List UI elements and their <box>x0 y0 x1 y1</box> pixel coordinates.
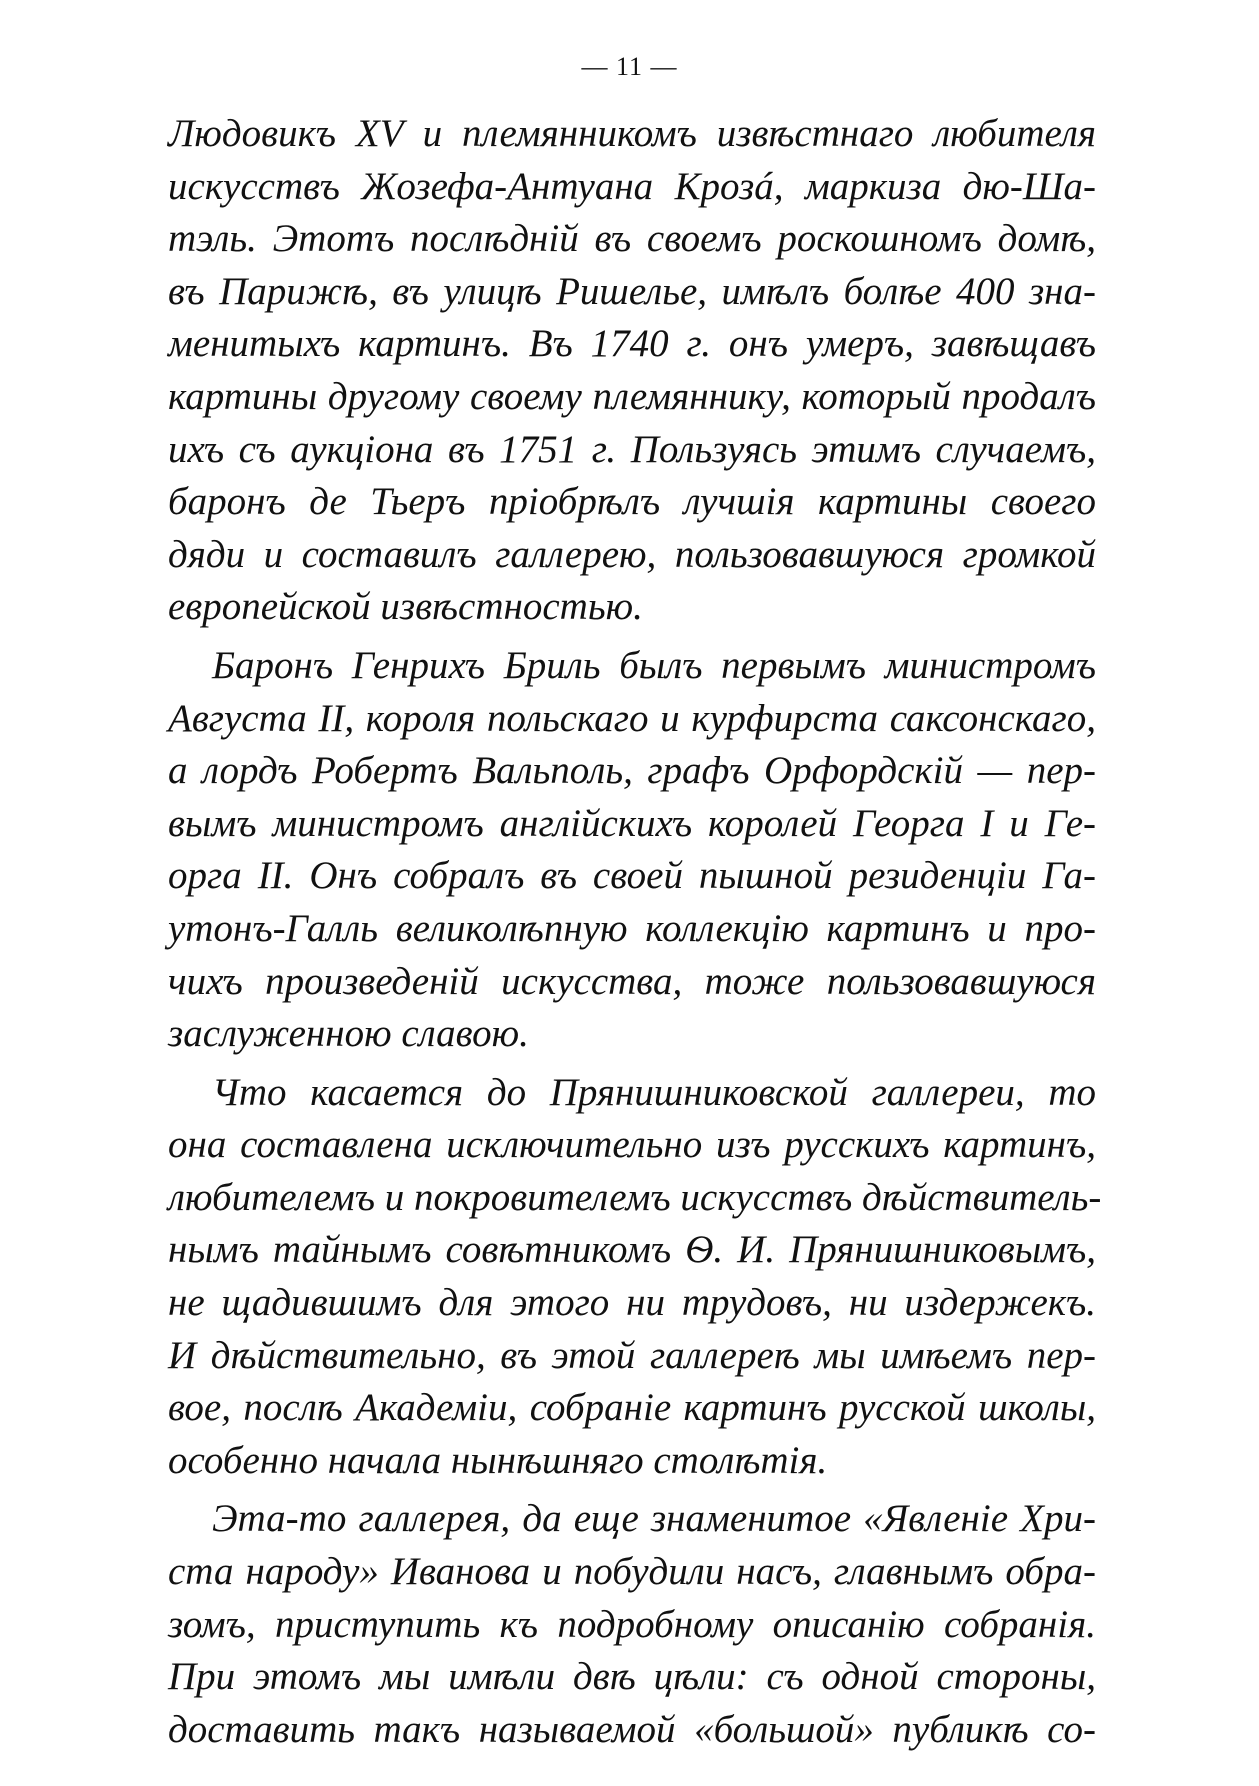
text-line: Что касается до Прянишниковской галлереи, то <box>212 1070 1096 1114</box>
text-line: она составлена исключительно изъ русскихъ картинъ, <box>168 1123 1096 1167</box>
text-line: не щадившимъ для этого ни трудовъ, ни издержекъ. <box>168 1281 1096 1325</box>
text-line: Людовикъ XV и племянникомъ извѣстнаго любителя <box>168 112 1096 155</box>
paragraph-4 <box>168 1493 1096 1756</box>
text-line: доставить такъ называемой «большой» публикѣ со- <box>168 1707 1096 1751</box>
paragraph-3 <box>168 1067 1102 1488</box>
text-line: ихъ съ аукціона въ 1751 г. Пользуясь этимъ случаемъ, <box>168 427 1096 471</box>
text-line: Августа II, короля польскаго и курфирста саксонскаго, <box>168 696 1096 740</box>
text-line: вое, послѣ Академіи, собраніе картинъ русской школы, <box>168 1386 1096 1430</box>
text-line: Баронъ Генрихъ Бриль былъ первымъ министромъ <box>212 643 1096 687</box>
text-line: зомъ, приступить къ подробному описанію собранія. <box>168 1602 1096 1646</box>
text-line: Эта-то галлерея, да еще знаменитое «Явленіе Хри- <box>212 1497 1096 1541</box>
text-line: европейской извѣстностью. <box>168 585 643 629</box>
text-line: чихъ произведеній искусства, тоже пользовавшуюся <box>168 959 1096 1003</box>
text-line: утонъ-Галль великолѣпную коллекцію картинъ и про- <box>168 906 1096 950</box>
text-line: въ Парижѣ, въ улицѣ Ришелье, имѣлъ болѣе 400 зна- <box>168 269 1096 313</box>
text-line: особенно начала нынѣшняго столѣтія. <box>168 1438 828 1482</box>
text-line: вымъ министромъ англійскихъ королей Георга I и Ге- <box>168 801 1096 845</box>
text-line: нымъ тайнымъ совѣтникомъ Ѳ. И. Прянишниковымъ, <box>168 1228 1096 1272</box>
text-line: дяди и составилъ галлерею, пользовавшуюся громкой <box>168 532 1096 576</box>
text-line: баронъ де Тьеръ пріобрѣлъ лучшія картины своего <box>168 480 1096 524</box>
text-line: любителемъ и покровителемъ искусствъ дѣйствитель- <box>168 1175 1102 1219</box>
text-line: И дѣйствительно, въ этой галлереѣ мы имѣемъ пер- <box>168 1333 1096 1377</box>
text-line: ста народу» Иванова и побудили насъ, главнымъ обра- <box>168 1550 1096 1594</box>
page-number: — 11 — <box>581 52 678 81</box>
text-line: При этомъ мы имѣли двѣ цѣли: съ одной стороны, <box>168 1655 1096 1699</box>
text-line: искусствъ Жозефа-Антуана Крозá, маркиза дю-Ша- <box>168 164 1096 208</box>
body-text <box>168 108 1102 1756</box>
text-line: тэль. Этотъ послѣдній въ своемъ роскошномъ домѣ, <box>168 217 1096 261</box>
text-line: а лордъ Робертъ Вальполь, графъ Орфордскій — пер- <box>168 749 1096 793</box>
text-line: заслуженною славою. <box>168 1012 529 1056</box>
paragraph-1 <box>168 108 1096 634</box>
text-line: менитыхъ картинъ. Въ 1740 г. онъ умеръ, завѣщавъ <box>168 322 1096 366</box>
paragraph-2 <box>168 640 1096 1061</box>
text-line: орга II. Онъ собралъ въ своей пышной резиденціи Га- <box>168 854 1096 898</box>
text-line: картины другому своему племяннику, который продалъ <box>168 374 1096 418</box>
